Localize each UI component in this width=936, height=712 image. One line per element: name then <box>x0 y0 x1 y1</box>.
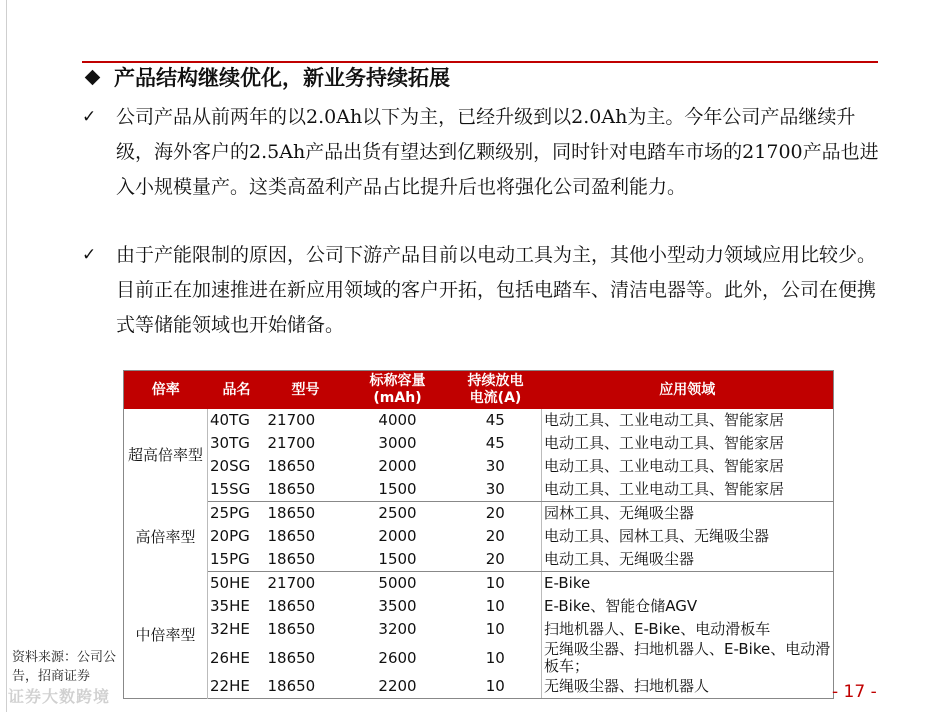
watermark: 证券大数跨境 <box>8 687 111 706</box>
application-cell: 电动工具、工业电动工具、智能家居 <box>542 432 834 455</box>
col-header-current-text: 持续放电 电流(A) <box>467 373 524 406</box>
product-name-cell: 22HE <box>208 675 266 699</box>
current-cell: 20 <box>485 504 505 522</box>
current-cell: 20 <box>485 527 505 545</box>
page-number: - 17 - <box>832 682 877 702</box>
application-cell: E-Bike、智能仓储AGV <box>542 595 834 618</box>
current-cell: 20 <box>450 548 542 572</box>
bullet-item-2 <box>82 238 882 343</box>
application-cell: 电动工具、工业电动工具、智能家居 <box>542 455 834 478</box>
col-header-model: 型号 <box>266 371 346 410</box>
col-header-capacity <box>346 371 450 410</box>
capacity-cell: 2500 <box>378 504 417 522</box>
application-cell: 无绳吸尘器、扫地机器人 <box>542 675 834 699</box>
model-cell: 18650 <box>267 527 316 545</box>
table-row <box>124 409 834 432</box>
capacity-cell: 1500 <box>346 548 450 572</box>
capacity-cell: 3500 <box>378 597 417 615</box>
table-row <box>124 675 834 699</box>
capacity-cell: 3000 <box>378 434 417 452</box>
capacity-cell: 2200 <box>346 675 450 699</box>
table-row <box>124 572 834 596</box>
current-cell: 30 <box>485 457 505 475</box>
product-name-cell: 15SG <box>208 478 266 502</box>
table-row <box>124 595 834 618</box>
model-cell: 18650 <box>267 648 316 667</box>
capacity-cell: 3200 <box>378 620 417 638</box>
checkmark-icon: ✓ <box>82 245 97 265</box>
application-cell: E-Bike <box>542 572 834 596</box>
col-header-current <box>450 371 542 410</box>
col-header-rate: 倍率 <box>124 371 208 410</box>
current-cell: 10 <box>485 574 505 592</box>
col-header-capacity-text: 标称容量 (mAh) <box>369 373 426 406</box>
section-heading <box>82 62 450 92</box>
table-row <box>124 641 834 675</box>
source-note: 资料来源：公司公告，招商证券 <box>12 650 117 684</box>
capacity-cell: 2000 <box>378 457 417 475</box>
product-name-cell: 15PG <box>208 548 266 572</box>
product-name-cell: 20SG <box>210 457 251 475</box>
bullet-text-1: 公司产品从前两年的以2.0Ah以下为主，已经升级到以2.0Ah为主。今年公司产品继续升级，海外客户的2.5Ah产品出货有望达到亿颗级别，同时针对电踏车市场的21700产品也进入小规模量产。这类高盈利产品占比提升后也将强化公司盈利能力。 <box>116 106 879 198</box>
model-cell: 18650 <box>267 620 316 638</box>
application-cell: 电动工具、工业电动工具、智能家居 <box>542 409 834 432</box>
model-cell: 18650 <box>267 457 316 475</box>
table-header-row <box>124 371 834 410</box>
product-name-cell: 50HE <box>210 574 250 592</box>
col-header-name: 品名 <box>208 371 266 410</box>
application-cell: 电动工具、无绳吸尘器 <box>542 548 834 572</box>
product-spec-table <box>123 370 834 699</box>
application-cell: 无绳吸尘器、扫地机器人、E-Bike、电动滑板车； <box>542 641 834 675</box>
table-row <box>124 478 834 502</box>
current-cell: 30 <box>450 478 542 502</box>
model-cell: 18650 <box>267 597 316 615</box>
checkmark-icon: ✓ <box>82 107 97 127</box>
current-cell: 10 <box>450 675 542 699</box>
application-cell: 电动工具、工业电动工具、智能家居 <box>542 478 834 502</box>
model-cell: 18650 <box>267 504 316 522</box>
capacity-cell: 2000 <box>378 527 417 545</box>
product-name-cell: 20PG <box>210 527 250 545</box>
product-name-cell: 35HE <box>210 597 250 615</box>
product-name-cell: 32HE <box>210 620 250 638</box>
current-cell: 45 <box>485 411 505 429</box>
model-cell: 18650 <box>266 478 346 502</box>
capacity-cell: 1500 <box>346 478 450 502</box>
col-header-application: 应用领域 <box>542 371 834 410</box>
current-cell: 10 <box>485 620 505 638</box>
capacity-cell: 4000 <box>378 411 417 429</box>
current-cell: 45 <box>485 434 505 452</box>
application-cell: 电动工具、园林工具、无绳吸尘器 <box>542 525 834 548</box>
table-row <box>124 548 834 572</box>
product-name-cell: 40TG <box>210 411 250 429</box>
application-cell: 扫地机器人、E-Bike、电动滑板车 <box>542 618 834 641</box>
category-cell: 高倍率型 <box>124 502 208 572</box>
table-row <box>124 502 834 526</box>
product-name-cell: 26HE <box>210 648 250 667</box>
left-margin-line <box>6 0 7 712</box>
product-name-cell: 30TG <box>210 434 250 452</box>
bullet-item-1 <box>82 100 882 205</box>
model-cell: 21700 <box>267 411 316 429</box>
diamond-bullet-icon <box>85 69 101 85</box>
capacity-cell: 2600 <box>378 648 417 667</box>
table-row <box>124 525 834 548</box>
category-cell: 中倍率型 <box>124 572 208 699</box>
product-name-cell: 25PG <box>210 504 250 522</box>
current-cell: 10 <box>485 597 505 615</box>
model-cell: 18650 <box>266 548 346 572</box>
capacity-cell: 5000 <box>378 574 417 592</box>
bullet-text-2: 由于产能限制的原因，公司下游产品目前以电动工具为主，其他小型动力领域应用比较少。目前正在加速推进在新应用领域的客户开拓，包括电踏车、清洁电器等。此外，公司在便携式等储能领域也开始储备。 <box>116 244 877 336</box>
model-cell: 21700 <box>267 574 316 592</box>
table-row <box>124 618 834 641</box>
section-heading-text: 产品结构继续优化，新业务持续拓展 <box>114 66 450 90</box>
table-row <box>124 432 834 455</box>
application-cell: 园林工具、无绳吸尘器 <box>542 502 834 526</box>
model-cell: 21700 <box>267 434 316 452</box>
current-cell: 10 <box>485 648 505 667</box>
model-cell: 18650 <box>266 675 346 699</box>
category-cell: 超高倍率型 <box>124 409 208 502</box>
table-row <box>124 455 834 478</box>
